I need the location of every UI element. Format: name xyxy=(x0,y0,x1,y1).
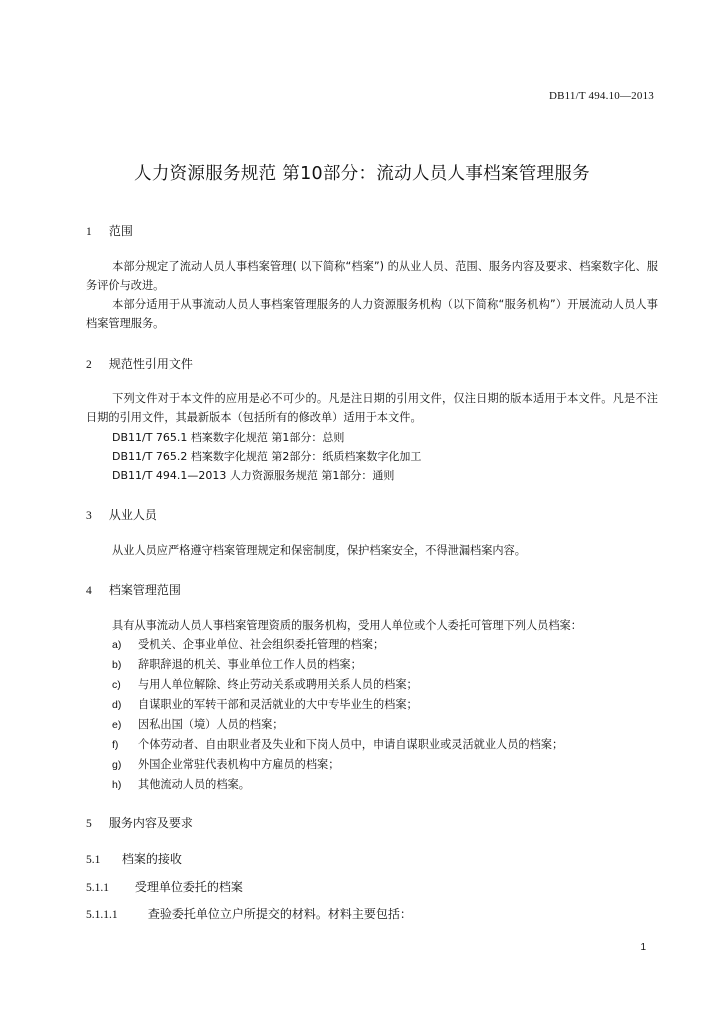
page-number: 1 xyxy=(640,942,646,953)
list-item xyxy=(112,756,339,772)
subsection-number: 5.1 xyxy=(86,854,101,866)
list-item-text: 个体劳动者、自由职业者及失业和下岗人员中，申请自谋职业或灵活就业人员的档案； xyxy=(138,738,564,751)
subsection-5-1-heading xyxy=(86,850,182,867)
section-1-heading xyxy=(86,222,133,239)
subsection-title: 档案的接收 xyxy=(121,852,182,866)
list-item-text: 辞职辞退的机关、事业单位工作人员的档案； xyxy=(138,658,362,671)
list-item-text: 与用人单位解除、终止劳动关系或聘用关系人员的档案； xyxy=(138,678,418,691)
section-4-paragraph-1: 具有从事流动人员人事档案管理资质的服务机构，受用人单位或个人委托可管理下列人员档案： xyxy=(112,619,582,632)
section-title: 档案管理范围 xyxy=(108,583,181,597)
subsection-5-1-1-heading xyxy=(86,878,243,895)
section-number: 4 xyxy=(86,585,92,597)
section-title: 服务内容及要求 xyxy=(108,816,193,830)
section-number: 2 xyxy=(86,359,92,371)
list-marker: c) xyxy=(112,679,121,691)
standard-code: DB11/T 494.10—2013 xyxy=(548,90,654,102)
section-number: 5 xyxy=(86,818,92,830)
list-item xyxy=(112,636,384,652)
list-marker: h) xyxy=(112,779,122,791)
list-item xyxy=(112,656,362,672)
section-title: 规范性引用文件 xyxy=(108,357,193,371)
section-title: 从业人员 xyxy=(108,508,157,522)
clause-5-1-1-1 xyxy=(86,905,412,922)
normative-reference: DB11/T 765.2 档案数字化规范 第2部分：纸质档案数字化加工 xyxy=(112,450,422,463)
list-item-text: 受机关、企事业单位、社会组织委托管理的档案； xyxy=(138,638,385,651)
subsection-number: 5.1.1 xyxy=(86,882,109,894)
paragraph-text: 下列文件对于本文件的应用是必不可少的。凡是注日期的引用文件，仅注日期的版本适用于本文件。凡是不注日期的引用文件，其最新版本（包括所有的修改单）适用于本文件。 xyxy=(86,392,658,424)
section-2-paragraph-1 xyxy=(86,389,658,427)
clause-number: 5.1.1.1 xyxy=(86,909,118,921)
list-item xyxy=(112,776,250,792)
list-item xyxy=(112,736,563,752)
section-title: 范围 xyxy=(108,224,133,238)
list-item-text: 因私出国（境）人员的档案； xyxy=(138,718,284,731)
list-marker: e) xyxy=(112,719,122,731)
normative-reference: DB11/T 494.1—2013 人力资源服务规范 第1部分：通则 xyxy=(112,469,395,482)
section-number: 1 xyxy=(86,226,92,238)
list-item-text: 自谋职业的军转干部和灵活就业的大中专毕业生的档案； xyxy=(138,698,418,711)
list-item-text: 其他流动人员的档案。 xyxy=(138,778,250,791)
list-item-text: 外国企业常驻代表机构中方雇员的档案； xyxy=(138,758,340,771)
section-4-heading xyxy=(86,581,181,598)
list-marker: a) xyxy=(112,639,122,651)
list-item xyxy=(112,676,418,692)
list-marker: d) xyxy=(112,699,122,711)
section-3-paragraph-1: 从业人员应严格遵守档案管理规定和保密制度，保护档案安全，不得泄漏档案内容。 xyxy=(112,544,526,557)
section-number: 3 xyxy=(86,510,92,522)
list-item xyxy=(112,696,418,712)
list-marker: f) xyxy=(112,739,119,751)
section-2-heading xyxy=(86,355,193,372)
section-5-heading xyxy=(86,814,193,831)
list-marker: b) xyxy=(112,659,122,671)
normative-reference: DB11/T 765.1 档案数字化规范 第1部分：总则 xyxy=(112,431,345,444)
section-1-paragraph-1 xyxy=(86,257,658,295)
list-marker: g) xyxy=(112,759,122,771)
paragraph-text: 本部分适用于从事流动人员人事档案管理服务的人力资源服务机构（以下简称“服务机构”）开展流动人员人事档案管理服务。 xyxy=(86,298,658,330)
list-item xyxy=(112,716,283,732)
document-title: 人力资源服务规范 第10部分：流动人员人事档案管理服务 xyxy=(134,164,590,184)
paragraph-text: 本部分规定了流动人员人事档案管理( 以下简称“档案”) 的从业人员、范围、服务内容及要求、档案数字化、服务评价与改进。 xyxy=(86,260,658,292)
section-1-paragraph-2 xyxy=(86,295,658,333)
section-3-heading xyxy=(86,506,157,523)
subsection-title: 受理单位委托的档案 xyxy=(134,880,243,894)
clause-text: 查验委托单位立户所提交的材料。材料主要包括： xyxy=(147,907,412,921)
